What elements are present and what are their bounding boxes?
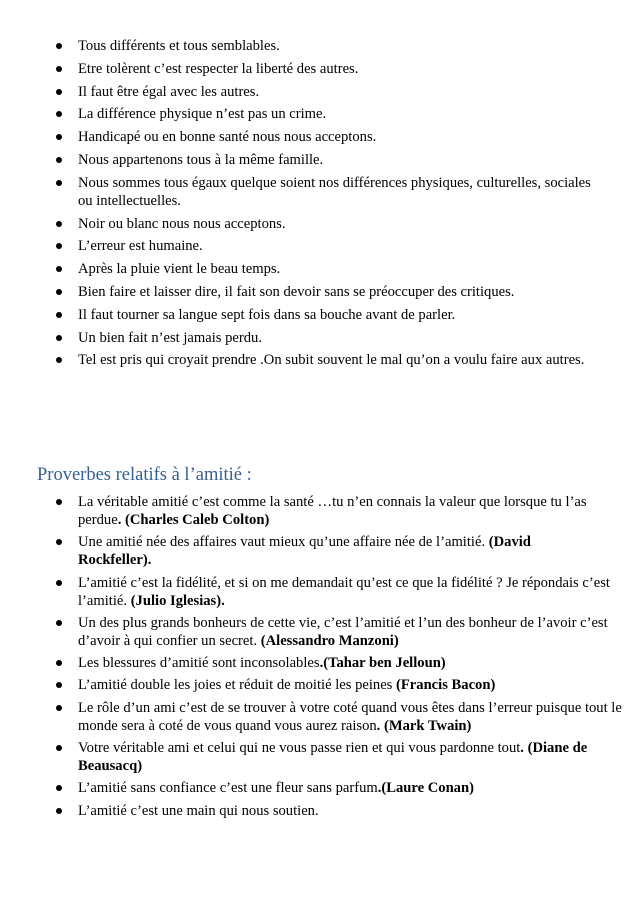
- quote-text: Les blessures d’amitié sont inconsolables: [78, 655, 320, 672]
- list-item: Etre tolèrent c’est respecter la liberté des autres.: [54, 60, 614, 78]
- list-item: [54, 533, 622, 569]
- list-item: Bien faire et laisser dire, il fait son devoir sans se préoccuper des critiques.: [54, 283, 614, 301]
- list-item: Noir ou blanc nous nous acceptons.: [54, 215, 614, 233]
- list-item: [54, 779, 622, 797]
- quote-text: L’amitié sans confiance c’est une fleur sans parfum: [78, 780, 378, 797]
- list-item: [54, 676, 622, 694]
- list-item: Tous différents et tous semblables.: [54, 37, 614, 55]
- quote-text: L’amitié c’est une main qui nous soutien.: [78, 802, 319, 819]
- list-item: Il faut être égal avec les autres.: [54, 83, 614, 101]
- proverbs-list: [54, 37, 614, 374]
- list-item: L’erreur est humaine.: [54, 237, 614, 255]
- quote-text: Un des plus grands bonheurs de cette vie, c’est l’amitié et l’un des bonheur de l’avoir c’est d’avoir à qui confier un secret.: [78, 614, 608, 649]
- list-item: [54, 802, 622, 820]
- quote-author: .(Laure Conan): [377, 780, 474, 797]
- list-item: Après la pluie vient le beau temps.: [54, 260, 614, 278]
- quote-text: Une amitié née des affaires vaut mieux qu’une affaire née de l’amitié.: [78, 534, 489, 551]
- quote-author: (David Rockfeller).: [78, 534, 531, 569]
- quote-author: . (Diane de Beausacq): [78, 740, 588, 775]
- quote-author: (Alessandro Manzoni): [260, 632, 399, 649]
- list-item: [54, 699, 622, 735]
- friendship-proverbs-list: [54, 493, 622, 824]
- list-item: Il faut tourner sa langue sept fois dans sa bouche avant de parler.: [54, 306, 614, 324]
- quote-author: .(Tahar ben Jelloun): [319, 655, 446, 672]
- list-item: Nous appartenons tous à la même famille.: [54, 151, 614, 169]
- list-item: [54, 654, 622, 672]
- quote-text: Votre véritable ami et celui qui ne vous passe rien et qui vous pardonne tout: [78, 740, 521, 757]
- list-item: Un bien fait n’est jamais perdu.: [54, 329, 614, 347]
- list-item: Handicapé ou en bonne santé nous nous acceptons.: [54, 128, 614, 146]
- quote-author: . (Charles Caleb Colton): [117, 512, 270, 528]
- quote-author: (Julio Iglesias).: [130, 592, 225, 609]
- list-item: Nous sommes tous égaux quelque soient nos différences physiques, culturelles, sociales ou intellectuelles.: [54, 174, 614, 210]
- list-item: Tel est pris qui croyait prendre .On subit souvent le mal qu’on a voulu faire aux autres.: [54, 351, 614, 369]
- section-heading: Proverbes relatifs à l’amitié :: [37, 465, 252, 485]
- list-item: [54, 493, 622, 529]
- list-item: [54, 739, 622, 775]
- quote-author: (Francis Bacon): [396, 677, 496, 694]
- list-item: La différence physique n’est pas un crime.: [54, 105, 614, 123]
- quote-text: La véritable amitié c’est comme la santé …tu n’en connais la valeur que lorsque tu l’as perdue: [78, 494, 587, 528]
- quote-text: Le rôle d’un ami c’est de se trouver à votre coté quand vous êtes dans l’erreur puisque tout le monde sera à coté de vous quand vous aurez raison: [78, 699, 622, 734]
- quote-author: . (Mark Twain): [376, 717, 472, 734]
- quote-text: L’amitié c’est la fidélité, et si on me demandait qu’est ce que la fidélité ? Je répondais c’est l’amitié.: [78, 574, 610, 609]
- list-item: [54, 574, 622, 610]
- list-item: [54, 614, 622, 650]
- quote-text: L’amitié double les joies et réduit de moitié les peines: [78, 677, 397, 694]
